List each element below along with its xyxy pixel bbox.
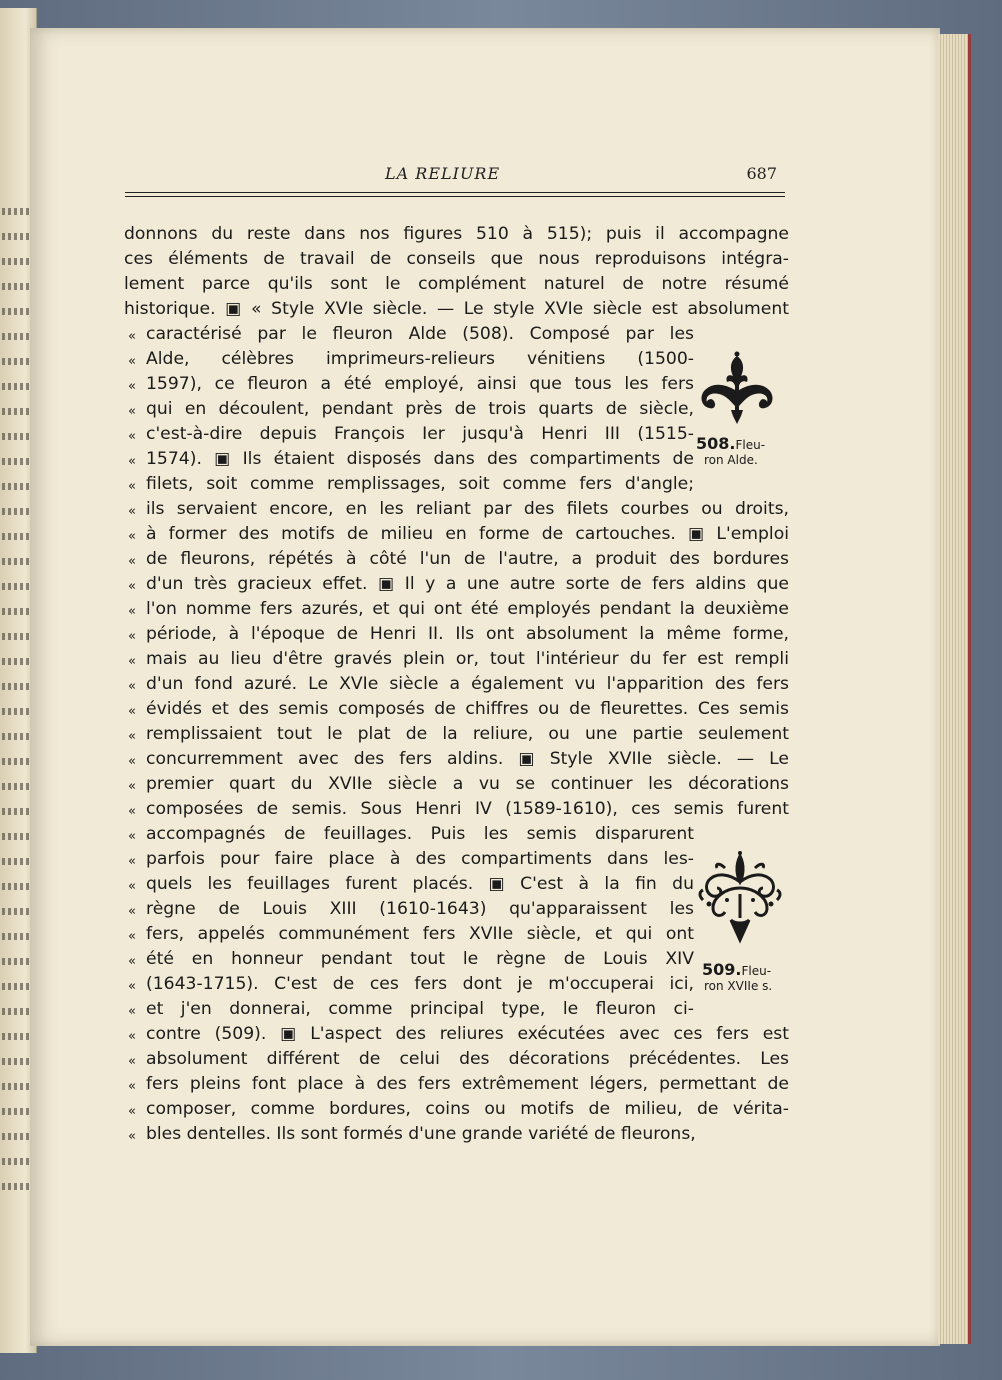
- seventeenth-century-fleuron-icon: [695, 848, 785, 948]
- facing-page-text-fragment: [2, 933, 32, 940]
- facing-page-text-fragment: [2, 308, 32, 315]
- facing-page-text-fragment: [2, 733, 32, 740]
- text-line: « qui en découlent, pendant près de trois quarts de siècle,: [124, 397, 694, 422]
- text-line: « absolument différent de celui des décorations précédentes. Les: [124, 1047, 789, 1072]
- text-line: « premier quart du XVIIe siècle a vu se continuer les décorations: [124, 772, 789, 797]
- text-line: « et j'en donnerai, comme principal type, le fleuron ci-: [124, 997, 694, 1022]
- facing-page-text-fragment: [2, 983, 32, 990]
- text-line: « à former des motifs de milieu en forme de cartouches. ▣ L'emploi: [124, 522, 789, 547]
- facing-page-text-fragment: [2, 333, 32, 340]
- facing-page-text-fragment: [2, 433, 32, 440]
- text-line: « bles dentelles. Ils sont formés d'une grande variété de fleurons,: [124, 1122, 789, 1147]
- facing-page-text-fragment: [2, 833, 32, 840]
- facing-page-text-fragment: [2, 908, 32, 915]
- text-line: ces éléments de travail de conseils que nous reproduisons intégra-: [124, 249, 789, 269]
- text-line: « règne de Louis XIII (1610-1643) qu'apparaissent les: [124, 897, 694, 922]
- page-number: 687: [746, 164, 777, 183]
- text-line: « quels les feuillages furent placés. ▣ C'est à la fin du: [124, 872, 694, 897]
- figure-508-caption: [696, 436, 765, 468]
- text-line: « l'on nomme fers azurés, et qui ont été employés pendant la deuxième: [124, 597, 789, 622]
- facing-page-text-fragment: [2, 483, 32, 490]
- facing-page-text-fragment: [2, 383, 32, 390]
- text-line: « période, à l'époque de Henri II. Ils ont absolument la même forme,: [124, 622, 789, 647]
- page-header: [125, 158, 785, 188]
- facing-page-text-fragment: [2, 633, 32, 640]
- aldine-fleuron-icon: [695, 350, 780, 425]
- text-line: « composer, comme bordures, coins ou motifs de milieu, de vérita-: [124, 1097, 789, 1122]
- text-line: « c'est-à-dire depuis François Ier jusqu'à Henri III (1515-: [124, 422, 694, 447]
- facing-page-text-fragment: [2, 458, 32, 465]
- facing-page-text-fragment: [2, 1058, 32, 1065]
- running-title: LA RELIURE: [385, 164, 501, 183]
- text-line: « de fleurons, répétés à côté l'un de l'autre, a produit des bordures: [124, 547, 789, 572]
- figure-509-caption-line2: ron XVIIe s.: [704, 979, 773, 993]
- page-edges: [938, 34, 971, 1344]
- facing-page-text-fragment: [2, 658, 32, 665]
- facing-page-text-fragment: [2, 533, 32, 540]
- facing-page-text-fragment: [2, 608, 32, 615]
- facing-page-text-fragment: [2, 683, 32, 690]
- text-line: « fers pleins font place à des fers extrêmement légers, permettant de: [124, 1072, 789, 1097]
- facing-page-text-fragment: [2, 783, 32, 790]
- text-line: « concurremment avec des fers aldins. ▣ Style XVIIe siècle. — Le: [124, 747, 789, 772]
- text-line: « parfois pour faire place à des compartiments dans les-: [124, 847, 694, 872]
- text-line: « mais au lieu d'être gravés plein or, tout l'intérieur du fer est rempli: [124, 647, 789, 672]
- facing-page-text-fragment: [2, 408, 32, 415]
- facing-page-text-fragment: [2, 258, 32, 265]
- body-text: [124, 222, 789, 1147]
- figure-508-caption-line2: ron Alde.: [704, 453, 758, 467]
- facing-page-text-fragment: [2, 208, 32, 215]
- facing-page-text-fragment: [2, 583, 32, 590]
- header-rule-bottom: [125, 196, 785, 197]
- text-line: « 1597), ce fleuron a été employé, ainsi que tous les fers: [124, 372, 694, 397]
- figure-509-number: 509.: [702, 960, 742, 979]
- facing-page-text-fragment: [2, 858, 32, 865]
- figure-509-caption: [702, 962, 772, 994]
- text-line: historique. ▣ « Style XVIe siècle. — Le style XVIe siècle est absolument: [124, 299, 789, 319]
- text-line: « contre (509). ▣ L'aspect des reliures exécutées avec ces fers est: [124, 1022, 789, 1047]
- text-line: « 1574). ▣ Ils étaient disposés dans des compartiments de: [124, 447, 694, 472]
- figure-508-caption-line1: Fleu-: [735, 438, 766, 452]
- facing-page-text-fragment: [2, 1133, 32, 1140]
- facing-page-text-fragment: [2, 1183, 32, 1190]
- text-line: donnons du reste dans nos figures 510 à 515); puis il accompagne: [124, 224, 789, 244]
- text-line: « composées de semis. Sous Henri IV (1589-1610), ces semis furent: [124, 797, 789, 822]
- facing-page-text-fragment: [2, 808, 32, 815]
- text-line: « filets, soit comme remplissages, soit comme fers d'angle;: [124, 472, 694, 497]
- facing-page-text-fragment: [2, 1158, 32, 1165]
- figure-508-number: 508.: [696, 434, 736, 453]
- facing-page-text-fragment: [2, 1083, 32, 1090]
- facing-page-text-fragment: [2, 958, 32, 965]
- facing-page-text-fragment: [2, 1108, 32, 1115]
- text-line: lement parce qu'ils sont le complément naturel de notre résumé: [124, 274, 789, 294]
- figure-509-caption-line1: Fleu-: [741, 964, 772, 978]
- text-line: « été en honneur pendant tout le règne de Louis XIV: [124, 947, 694, 972]
- facing-page-text-fragment: [2, 1033, 32, 1040]
- facing-page-text-fragment: [2, 758, 32, 765]
- text-line: « d'un très gracieux effet. ▣ Il y a une autre sorte de fers aldins que: [124, 572, 789, 597]
- facing-page-text-fragment: [2, 558, 32, 565]
- text-line: « Alde, célèbres imprimeurs-relieurs vénitiens (1500-: [124, 347, 694, 372]
- text-line: « caractérisé par le fleuron Alde (508). Composé par les: [124, 322, 694, 347]
- text-line: « d'un fond azuré. Le XVIe siècle a également vu l'apparition des fers: [124, 672, 789, 697]
- facing-page-text-fragment: [2, 233, 32, 240]
- text-line: « fers, appelés communément fers XVIIe siècle, et qui ont: [124, 922, 694, 947]
- text-line: « remplissaient tout le plat de la reliure, ou une partie seulement: [124, 722, 789, 747]
- text-line: « évidés et des semis composés de chiffres ou de fleurettes. Ces semis: [124, 697, 789, 722]
- facing-page-text-fragment: [2, 283, 32, 290]
- facing-page-text-fragment: [2, 508, 32, 515]
- text-line: « accompagnés de feuillages. Puis les semis disparurent: [124, 822, 694, 847]
- text-line: « (1643-1715). C'est de ces fers dont je m'occuperai ici,: [124, 972, 694, 997]
- facing-page-text-fragment: [2, 358, 32, 365]
- header-rule-top: [125, 192, 785, 193]
- text-line: « ils servaient encore, en les reliant par des filets courbes ou droits,: [124, 497, 789, 522]
- facing-page-text-fragment: [2, 1008, 32, 1015]
- facing-page-text-fragment: [2, 883, 32, 890]
- facing-page-text-fragment: [2, 708, 32, 715]
